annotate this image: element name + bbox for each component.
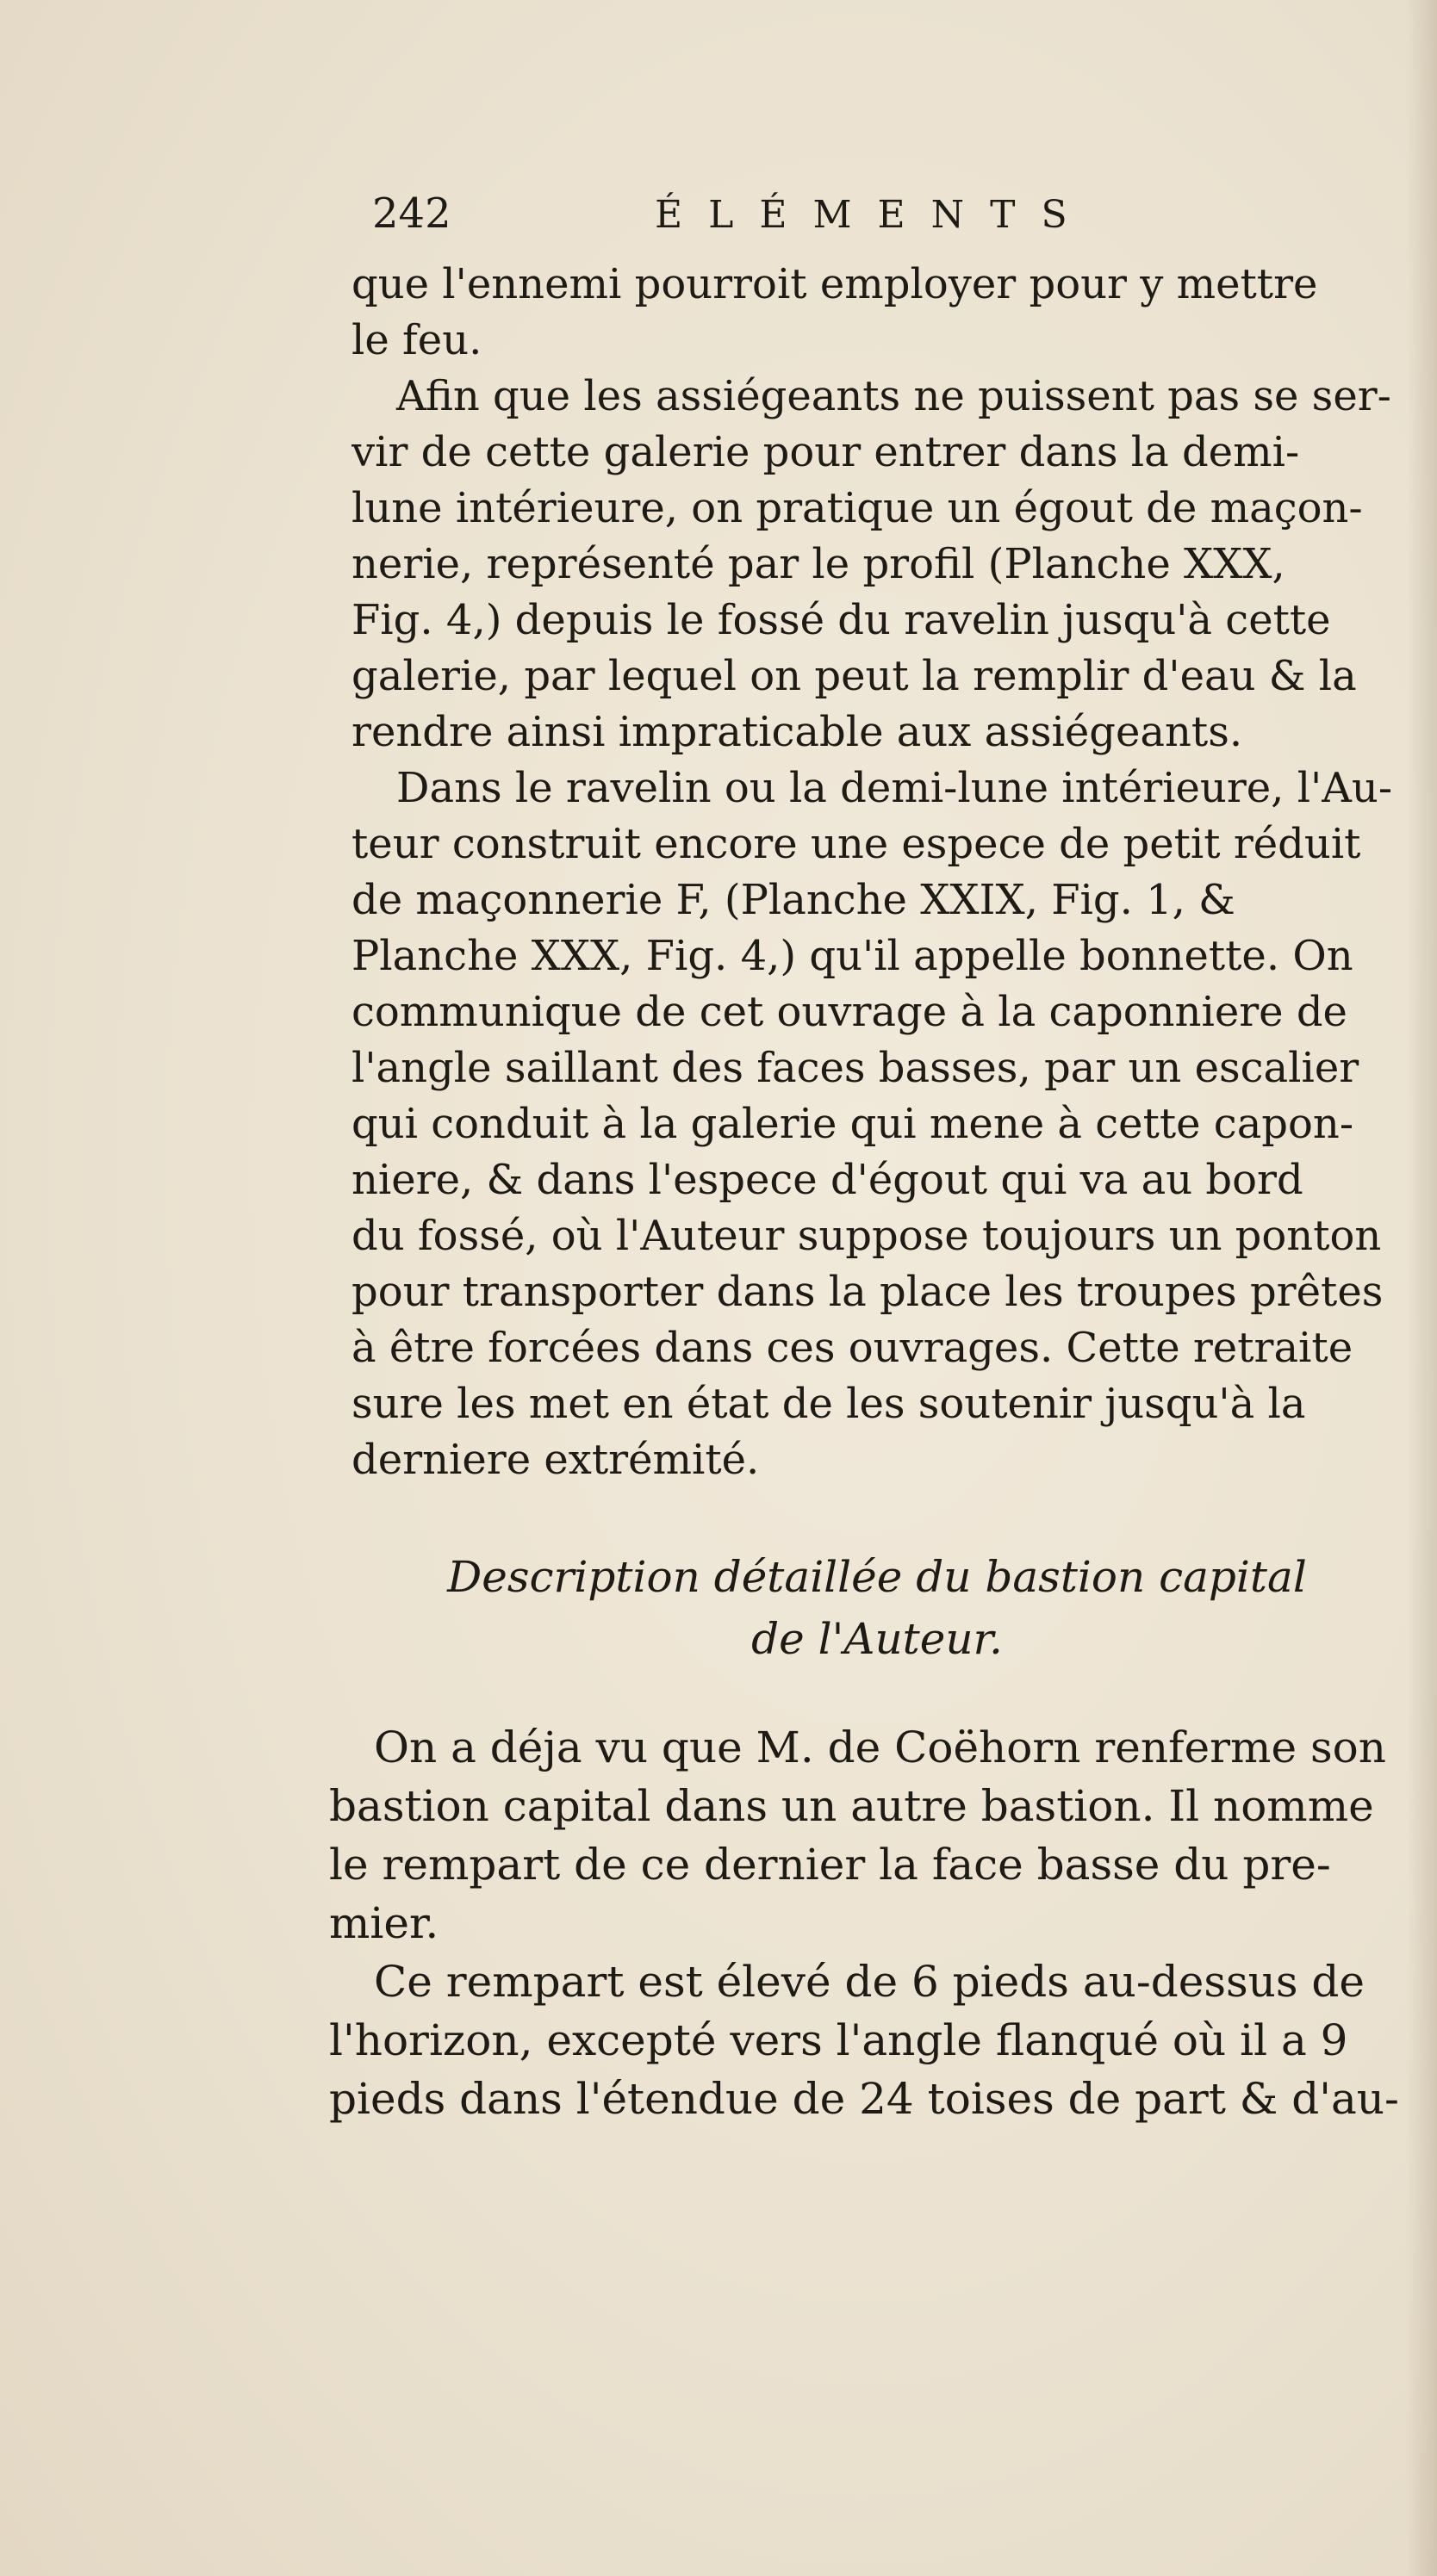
text-line: Dans le ravelin ou la demi-lune intérieure, l'Au-: [396, 764, 1393, 812]
text-line: du fossé, où l'Auteur suppose toujours un ponton: [351, 1212, 1382, 1260]
text-line: galerie, par lequel on peut la remplir d'eau & la: [351, 652, 1357, 700]
body-text: [351, 257, 1403, 1488]
text-line: bastion capital dans un autre bastion. Il nomme: [329, 1781, 1374, 1831]
section-heading: [351, 1546, 1403, 1670]
text-line: pieds dans l'étendue de 24 toises de part & d'au-: [329, 2074, 1399, 2124]
text-line: mier.: [329, 1898, 439, 1948]
text-line: teur construit encore une espece de petit réduit: [351, 820, 1361, 868]
section-heading-line-1: Description détaillée du bastion capital: [447, 1552, 1307, 1602]
text-line: Planche XXX, Fig. 4,) qu'il appelle bonnette. On: [351, 932, 1353, 980]
text-line: de maçonnerie F, (Planche XXIX, Fig. 1, &: [351, 876, 1235, 924]
text-line: Ce rempart est élevé de 6 pieds au-dessus de: [374, 1957, 1365, 2007]
text-line: que l'ennemi pourroit employer pour y mettre: [351, 260, 1318, 308]
text-line: On a déja vu que M. de Coëhorn renferme son: [374, 1723, 1386, 1772]
text-line: le rempart de ce dernier la face basse du pre-: [329, 1840, 1331, 1890]
section-heading-line-2: de l'Auteur.: [751, 1614, 1003, 1664]
text-line: rendre ainsi impraticable aux assiégeants.: [351, 708, 1243, 756]
page-edge-shadow: [1406, 0, 1437, 2576]
section-text: [329, 1718, 1406, 2128]
text-line: qui conduit à la galerie qui mene à cette capon-: [351, 1100, 1354, 1148]
text-line: niere, & dans l'espece d'égout qui va au bord: [351, 1156, 1303, 1204]
text-line: Fig. 4,) depuis le fossé du ravelin jusqu'à cette: [351, 596, 1331, 644]
text-line: communique de cet ouvrage à la caponniere de: [351, 988, 1347, 1036]
text-line: derniere extrémité.: [351, 1436, 760, 1484]
text-line: pour transporter dans la place les troupes prêtes: [351, 1268, 1384, 1316]
text-line: l'angle saillant des faces basses, par un escalier: [351, 1044, 1359, 1092]
page-header: [372, 188, 1096, 248]
text-line: l'horizon, excepté vers l'angle flanqué où il a 9: [329, 2015, 1348, 2065]
text-line: Afin que les assiégeants ne puissent pas se ser-: [396, 372, 1391, 420]
text-line: à être forcées dans ces ouvrages. Cette retraite: [351, 1324, 1353, 1372]
page-number: 242: [372, 189, 451, 238]
text-line: le feu.: [351, 316, 482, 364]
running-title: ÉLÉMENTS: [655, 193, 1093, 237]
text-line: nerie, représenté par le profil (Planche XXX,: [351, 540, 1285, 588]
text-line: lune intérieure, on pratique un égout de maçon-: [351, 484, 1363, 532]
text-line: sure les met en état de les soutenir jusqu'à la: [351, 1380, 1306, 1428]
text-line: vir de cette galerie pour entrer dans la demi-: [351, 428, 1300, 476]
